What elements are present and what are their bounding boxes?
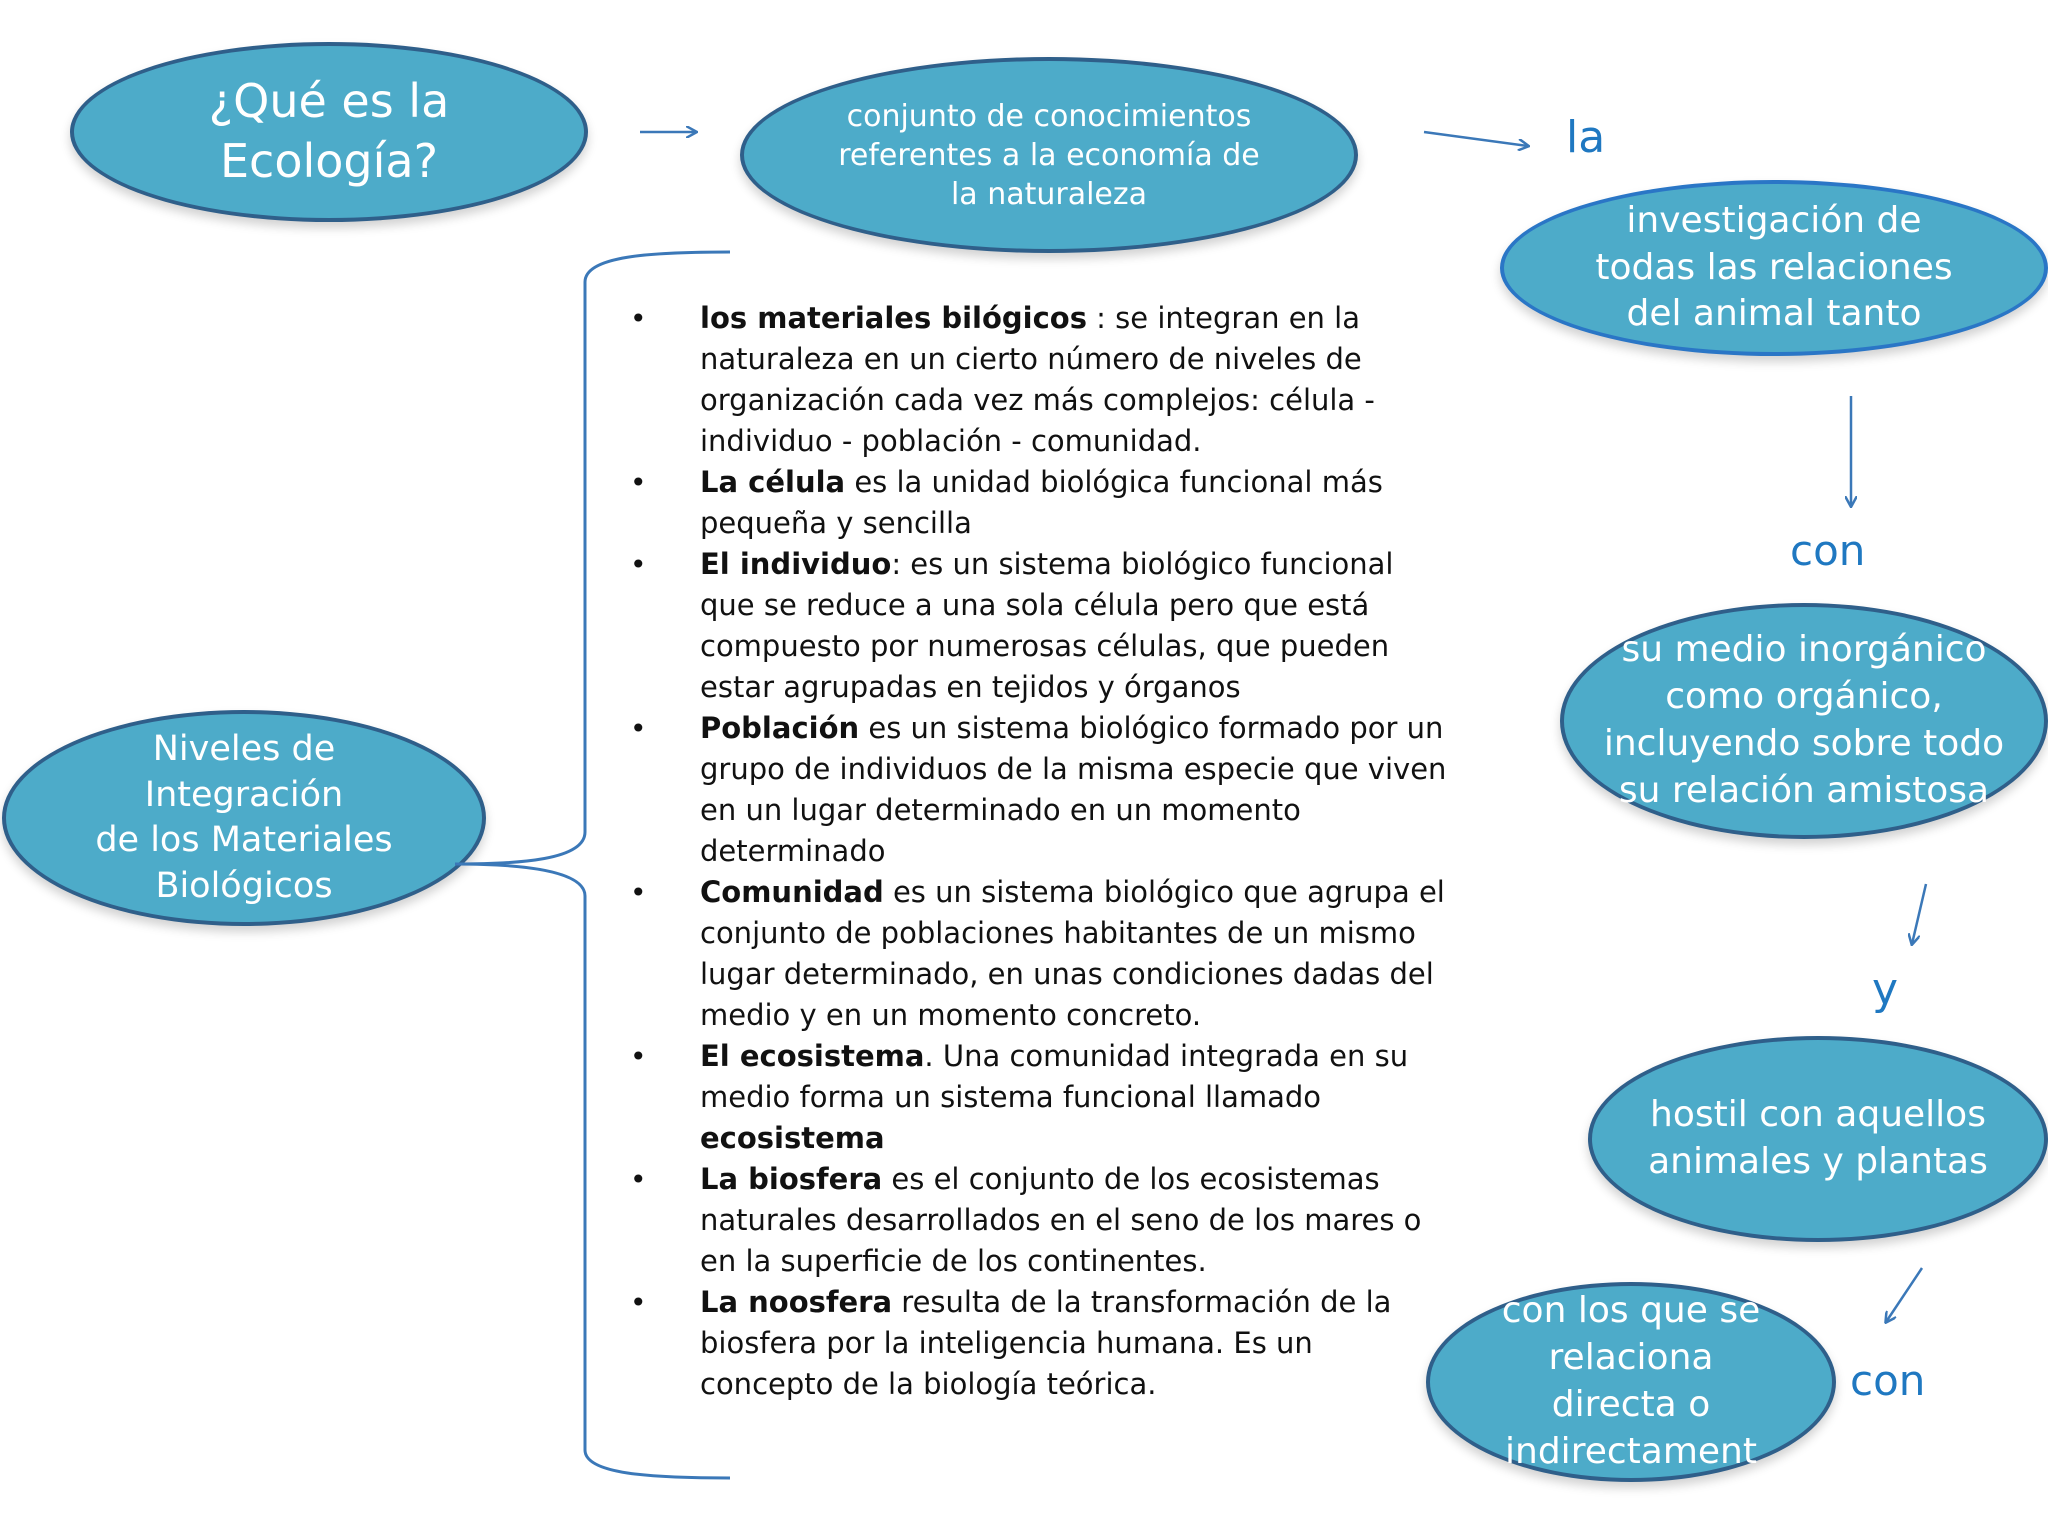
arrow-4 [1912, 884, 1926, 944]
node-relaciona-text: con los que se relaciona directa o indirectament [1501, 1290, 1761, 1472]
definition: es un sistema biológico formado por un grupo de individuos de la misma especie que viven en un lugar determinado en un momento determinado [700, 711, 1447, 868]
list-item [630, 1036, 1450, 1159]
definitions-list [630, 298, 1450, 1405]
term: El ecosistema [700, 1039, 925, 1073]
list-item [630, 1159, 1450, 1282]
term: ecosistema [700, 1121, 885, 1155]
definition: . Una comunidad integrada en su medio forma un sistema funcional llamado [700, 1039, 1409, 1114]
list-item [630, 462, 1450, 544]
list-item [630, 872, 1450, 1036]
term: La célula [700, 465, 846, 499]
term: Población [700, 711, 860, 745]
connector-y: y [1872, 964, 1899, 1015]
definition: resulta de la transformación de la biosfera por la inteligencia humana. Es un concepto de la biología teórica. [700, 1285, 1392, 1401]
term: El individuo [700, 547, 892, 581]
node-investigacion-text: investigación de todas las relaciones del animal tanto [1595, 199, 1953, 335]
arrow-2 [1424, 132, 1528, 146]
definition: : se integran en la naturaleza en un cierto número de niveles de organización cada vez más complejos: célula - individuo - población - comunidad. [700, 301, 1375, 458]
node-medio-inorganico-text: su medio inorgánico como orgánico, incluyendo sobre todo su relación amistosa [1603, 629, 2005, 811]
connector-con-2: con [1850, 1356, 1926, 1405]
node-hostil-text: hostil con aquellos animales y plantas [1648, 1094, 1988, 1182]
list-item [630, 708, 1450, 872]
list-item [630, 1282, 1450, 1405]
node-conjunto-conocimientos-text: conjunto de conocimientos referentes a la economía de la naturaleza [838, 98, 1260, 212]
definition: es un sistema biológico que agrupa el conjunto de poblaciones habitantes de un mismo lugar determinado, en unas condiciones dadas del medio y en un momento concreto. [700, 875, 1445, 1032]
term: Comunidad [700, 875, 884, 909]
term: La noosfera [700, 1285, 893, 1319]
connector-la: la [1566, 112, 1606, 163]
list-item [630, 544, 1450, 708]
node-niveles-integracion-text: Niveles de Integración de los Materiales Biológicos [95, 729, 393, 906]
connector-con-1: con [1790, 526, 1866, 575]
arrow-5 [1886, 1268, 1922, 1322]
definition: es el conjunto de los ecosistemas naturales desarrollados en el seno de los mares o en la superficie de los continentes. [700, 1162, 1422, 1278]
list-item [630, 298, 1450, 462]
term: los materiales bilógicos [700, 301, 1087, 335]
definition: es la unidad biológica funcional más pequeña y sencilla [700, 465, 1383, 540]
definition: : es un sistema biológico funcional que se reduce a una sola célula pero que está compuesto por numerosas células, que pueden estar agrupadas en tejidos y órganos [700, 547, 1394, 704]
term: La biosfera [700, 1162, 883, 1196]
node-que-es-la-ecologia-text: ¿Qué es la Ecología? [208, 74, 450, 188]
